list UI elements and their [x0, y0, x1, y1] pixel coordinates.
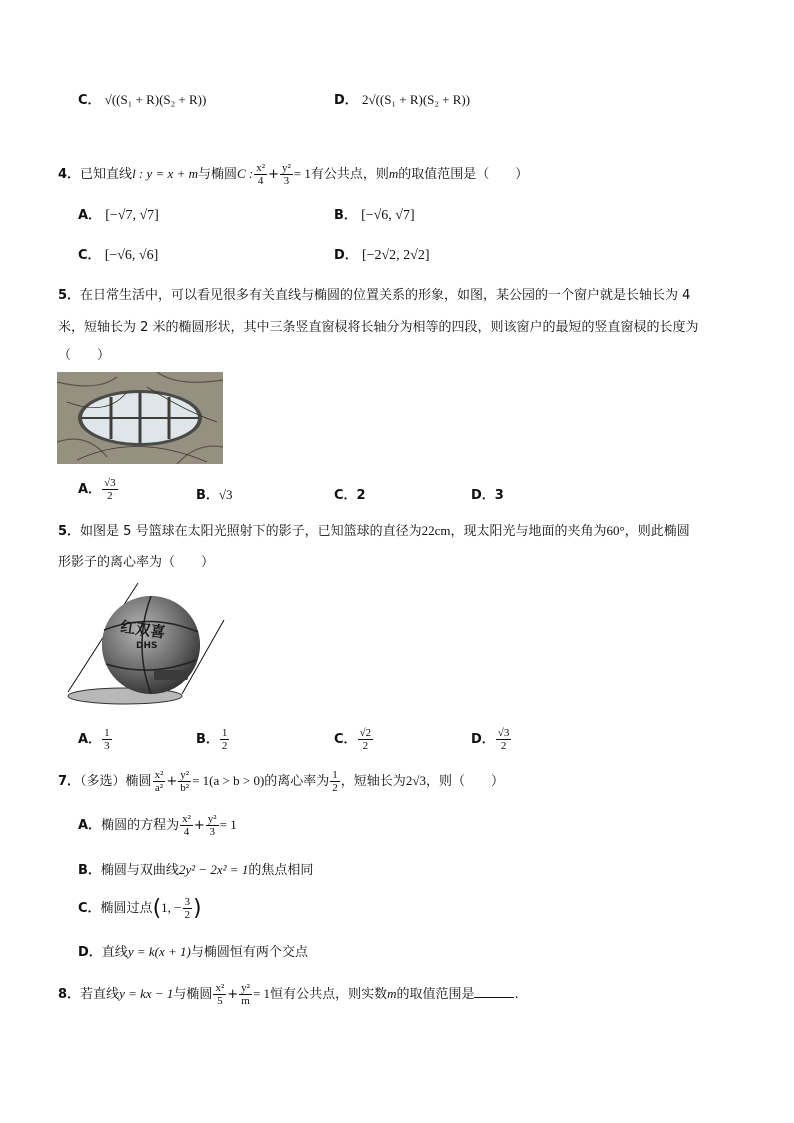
- equals-one: = 1: [293, 166, 311, 181]
- variable: m: [388, 166, 399, 181]
- diameter-value: 22cm: [421, 523, 451, 538]
- q7-stem: 7．（多选）椭圆 $\frac{\text{x²}}{\text{a²}}$ + $\frac{\text{y²}}{\text{b²}}$ = 1(a > b > 0)的离心率为 $\frac{1}{2}$ ，短轴长为2√3，则（ ）: [58, 769, 504, 794]
- fraction: $\frac{\text{x²}}{4}$: [182, 813, 191, 838]
- q3-option-c: [78, 89, 206, 108]
- variable: m: [387, 986, 397, 1001]
- option-label: A．: [78, 732, 102, 747]
- option-expression: [−√6, √6]: [104, 248, 159, 263]
- option-expression: 2√((S₁ + R)(S₂ + R)): [361, 92, 471, 107]
- stem-text: ，则（ ）: [425, 774, 504, 789]
- basketball-image: [58, 582, 232, 706]
- fraction: $\frac{√3}{2}$: [104, 477, 116, 502]
- line-equation: y = kx − 1: [119, 986, 174, 1001]
- answer-blank[interactable]: [474, 985, 514, 998]
- option-label: D．: [334, 248, 358, 263]
- option-label: B．: [196, 488, 219, 503]
- option-text: 椭圆过点: [100, 901, 153, 916]
- stem-text: 形影子的离心率为（ ）: [58, 555, 215, 570]
- stem-text: 有公共点，则: [310, 167, 389, 182]
- period: .: [514, 987, 519, 1002]
- option-label: D．: [78, 945, 102, 960]
- q4-stem: 4．已知直线l : y = x + m与椭圆C : $\frac{\text{x²}}{4}$ + $\frac{\text{y²}}{3}$ = 1有公共点，则m的取值范围是（ ）: [58, 162, 529, 187]
- option-label: C．: [78, 901, 101, 916]
- ball-brand: 红双喜: [119, 617, 167, 642]
- option-expression: [−√7, √7]: [105, 208, 159, 223]
- stem-text: 与椭圆: [197, 167, 237, 182]
- option-label: D．: [471, 732, 495, 747]
- q7-option-d: [78, 941, 308, 960]
- question-number: 5．: [58, 524, 81, 539]
- fraction: $\frac{√2}{2}$: [359, 727, 372, 752]
- stem-text: 在日常生活中，可以看见很多有关直线与椭圆的位置关系的形象，如图，某公园的一个窗户就是长轴长为 4: [80, 288, 691, 303]
- option-expression: 2: [356, 488, 366, 503]
- option-expression: [−2√2, 2√2]: [361, 248, 430, 263]
- stem-text: 恒有公共点，则实数: [270, 987, 388, 1002]
- option-expression: 2y² − 2x² = 1: [178, 862, 249, 877]
- option-label: D．: [471, 488, 495, 503]
- q4-option-a: [78, 204, 159, 224]
- option-label: C．: [78, 93, 101, 108]
- q5a-stem-line2: [58, 316, 699, 335]
- q4-option-c: [78, 244, 158, 264]
- option-text: 椭圆与双曲线: [100, 863, 179, 878]
- line-equation: l : y = x + m: [132, 166, 198, 181]
- option-text: 与椭圆恒有两个交点: [190, 945, 308, 960]
- q5a-stem-line3: [58, 344, 110, 363]
- option-expression: [−√6, √7]: [361, 208, 415, 223]
- option-text: 的焦点相同: [248, 863, 314, 878]
- fraction: $\frac{\text{x²}}{\text{a²}}$: [154, 769, 164, 794]
- option-label: B．: [334, 208, 357, 223]
- q4-option-b: [334, 204, 415, 224]
- stem-text: 米，短轴长为 2 米的椭圆形状，其中三条竖直窗棂将长轴分为相等的四段，则该窗户的最短的竖直窗棂的长度为: [58, 320, 699, 335]
- stem-text: 已知直线: [80, 167, 133, 182]
- option-expression: 3: [494, 488, 504, 503]
- oval-window-image: [57, 372, 223, 464]
- q5b-option-d: [471, 727, 512, 752]
- option-expression: y = k(x + 1): [127, 944, 191, 959]
- option-label: C．: [78, 248, 101, 263]
- stem-text: （多选）椭圆: [80, 774, 152, 789]
- fraction: $\frac{\text{y²}}{m}$: [241, 982, 250, 1007]
- fraction: $\frac{\text{x²}}{5}$: [215, 982, 225, 1007]
- q7-option-c: C．椭圆过点(1, − $\frac{3}{2}$ ): [78, 896, 202, 921]
- fraction: $\frac{\text{x²}}{4}$: [256, 162, 266, 187]
- stem-text: ，短轴长为: [340, 774, 406, 789]
- stem-text: （ ）: [58, 348, 111, 363]
- fraction: $\frac{1}{2}$: [332, 769, 338, 794]
- q5a-option-b: [196, 484, 233, 503]
- option-label: B．: [78, 863, 101, 878]
- basketball-shadow-figure: [58, 582, 232, 706]
- fraction: $\frac{3}{2}$: [184, 896, 190, 921]
- equals-one: = 1: [252, 986, 271, 1001]
- ball-brand-abbr: DHS: [136, 641, 158, 651]
- fraction: $\frac{\text{y²}}{3}$: [207, 813, 217, 838]
- condition: = 1(a > b > 0): [192, 773, 265, 788]
- option-label: C．: [334, 732, 357, 747]
- q5a-stem-line1: [58, 284, 690, 303]
- fraction: $\frac{1}{3}$: [104, 727, 110, 752]
- question-number: 4．: [58, 167, 81, 182]
- stem-text: ，现太阳光与地面的夹角为: [450, 524, 607, 539]
- option-expression: √3: [218, 487, 233, 502]
- q5a-option-d: [471, 484, 504, 503]
- curve-name: C :: [237, 166, 254, 181]
- q7-option-b: [78, 859, 313, 878]
- option-text: 直线: [101, 945, 128, 960]
- option-label: A．: [78, 208, 102, 223]
- window-photo: [57, 372, 223, 464]
- q4-option-d: [334, 244, 430, 264]
- stem-text: 的离心率为: [264, 774, 330, 789]
- q5b-stem-line2: [58, 551, 214, 570]
- question-number: 8．: [58, 987, 81, 1002]
- fraction: $\frac{1}{2}$: [221, 727, 228, 752]
- stem-text: 的取值范围是（ ）: [398, 167, 529, 182]
- axis-length: 2√3: [405, 773, 426, 788]
- option-label: D．: [334, 93, 358, 108]
- q5a-option-c: [334, 484, 366, 503]
- q5b-stem-line1: [58, 520, 690, 539]
- q5a-option-a: [78, 477, 119, 502]
- option-label: A．: [78, 482, 102, 497]
- fraction: $\frac{\text{y²}}{3}$: [281, 162, 291, 187]
- point-coordinate: 1, −: [161, 900, 182, 915]
- q5b-option-b: [196, 727, 230, 752]
- equals-one: = 1: [219, 817, 237, 832]
- option-label: A．: [78, 818, 102, 833]
- fraction: $\frac{√3}{2}$: [497, 727, 510, 752]
- option-expression: √((S₁ + R)(S₂ + R)): [104, 92, 207, 107]
- fraction: $\frac{\text{y²}}{\text{b²}}$: [180, 769, 190, 794]
- stem-text: 如图是 5 号篮球在太阳光照射下的影子，已知篮球的直径为: [80, 524, 422, 539]
- option-label: B．: [196, 732, 219, 747]
- stem-text: 若直线: [80, 987, 120, 1002]
- q8-stem: 8．若直线y = kx − 1与椭圆 $\frac{\text{x²}}{5}$ + $\frac{\text{y²}}{m}$ = 1恒有公共点，则实数m的取值范围是 .: [58, 982, 519, 1007]
- stem-text: 与椭圆: [173, 987, 213, 1002]
- q5b-option-a: [78, 727, 113, 752]
- q7-option-a: A．椭圆的方程为 $\frac{\text{x²}}{4}$ + $\frac{\text{y²}}{3}$ = 1: [78, 813, 237, 838]
- angle-value: 60°: [606, 523, 625, 538]
- q3-option-d: [334, 89, 470, 108]
- question-number: 7．: [58, 774, 81, 789]
- stem-text: ，则此椭圆: [624, 524, 690, 539]
- option-text: 椭圆的方程为: [101, 818, 180, 833]
- q5b-option-c: [334, 727, 374, 752]
- question-number: 5．: [58, 288, 81, 303]
- stem-text: 的取值范围是: [396, 987, 475, 1002]
- option-label: C．: [334, 488, 357, 503]
